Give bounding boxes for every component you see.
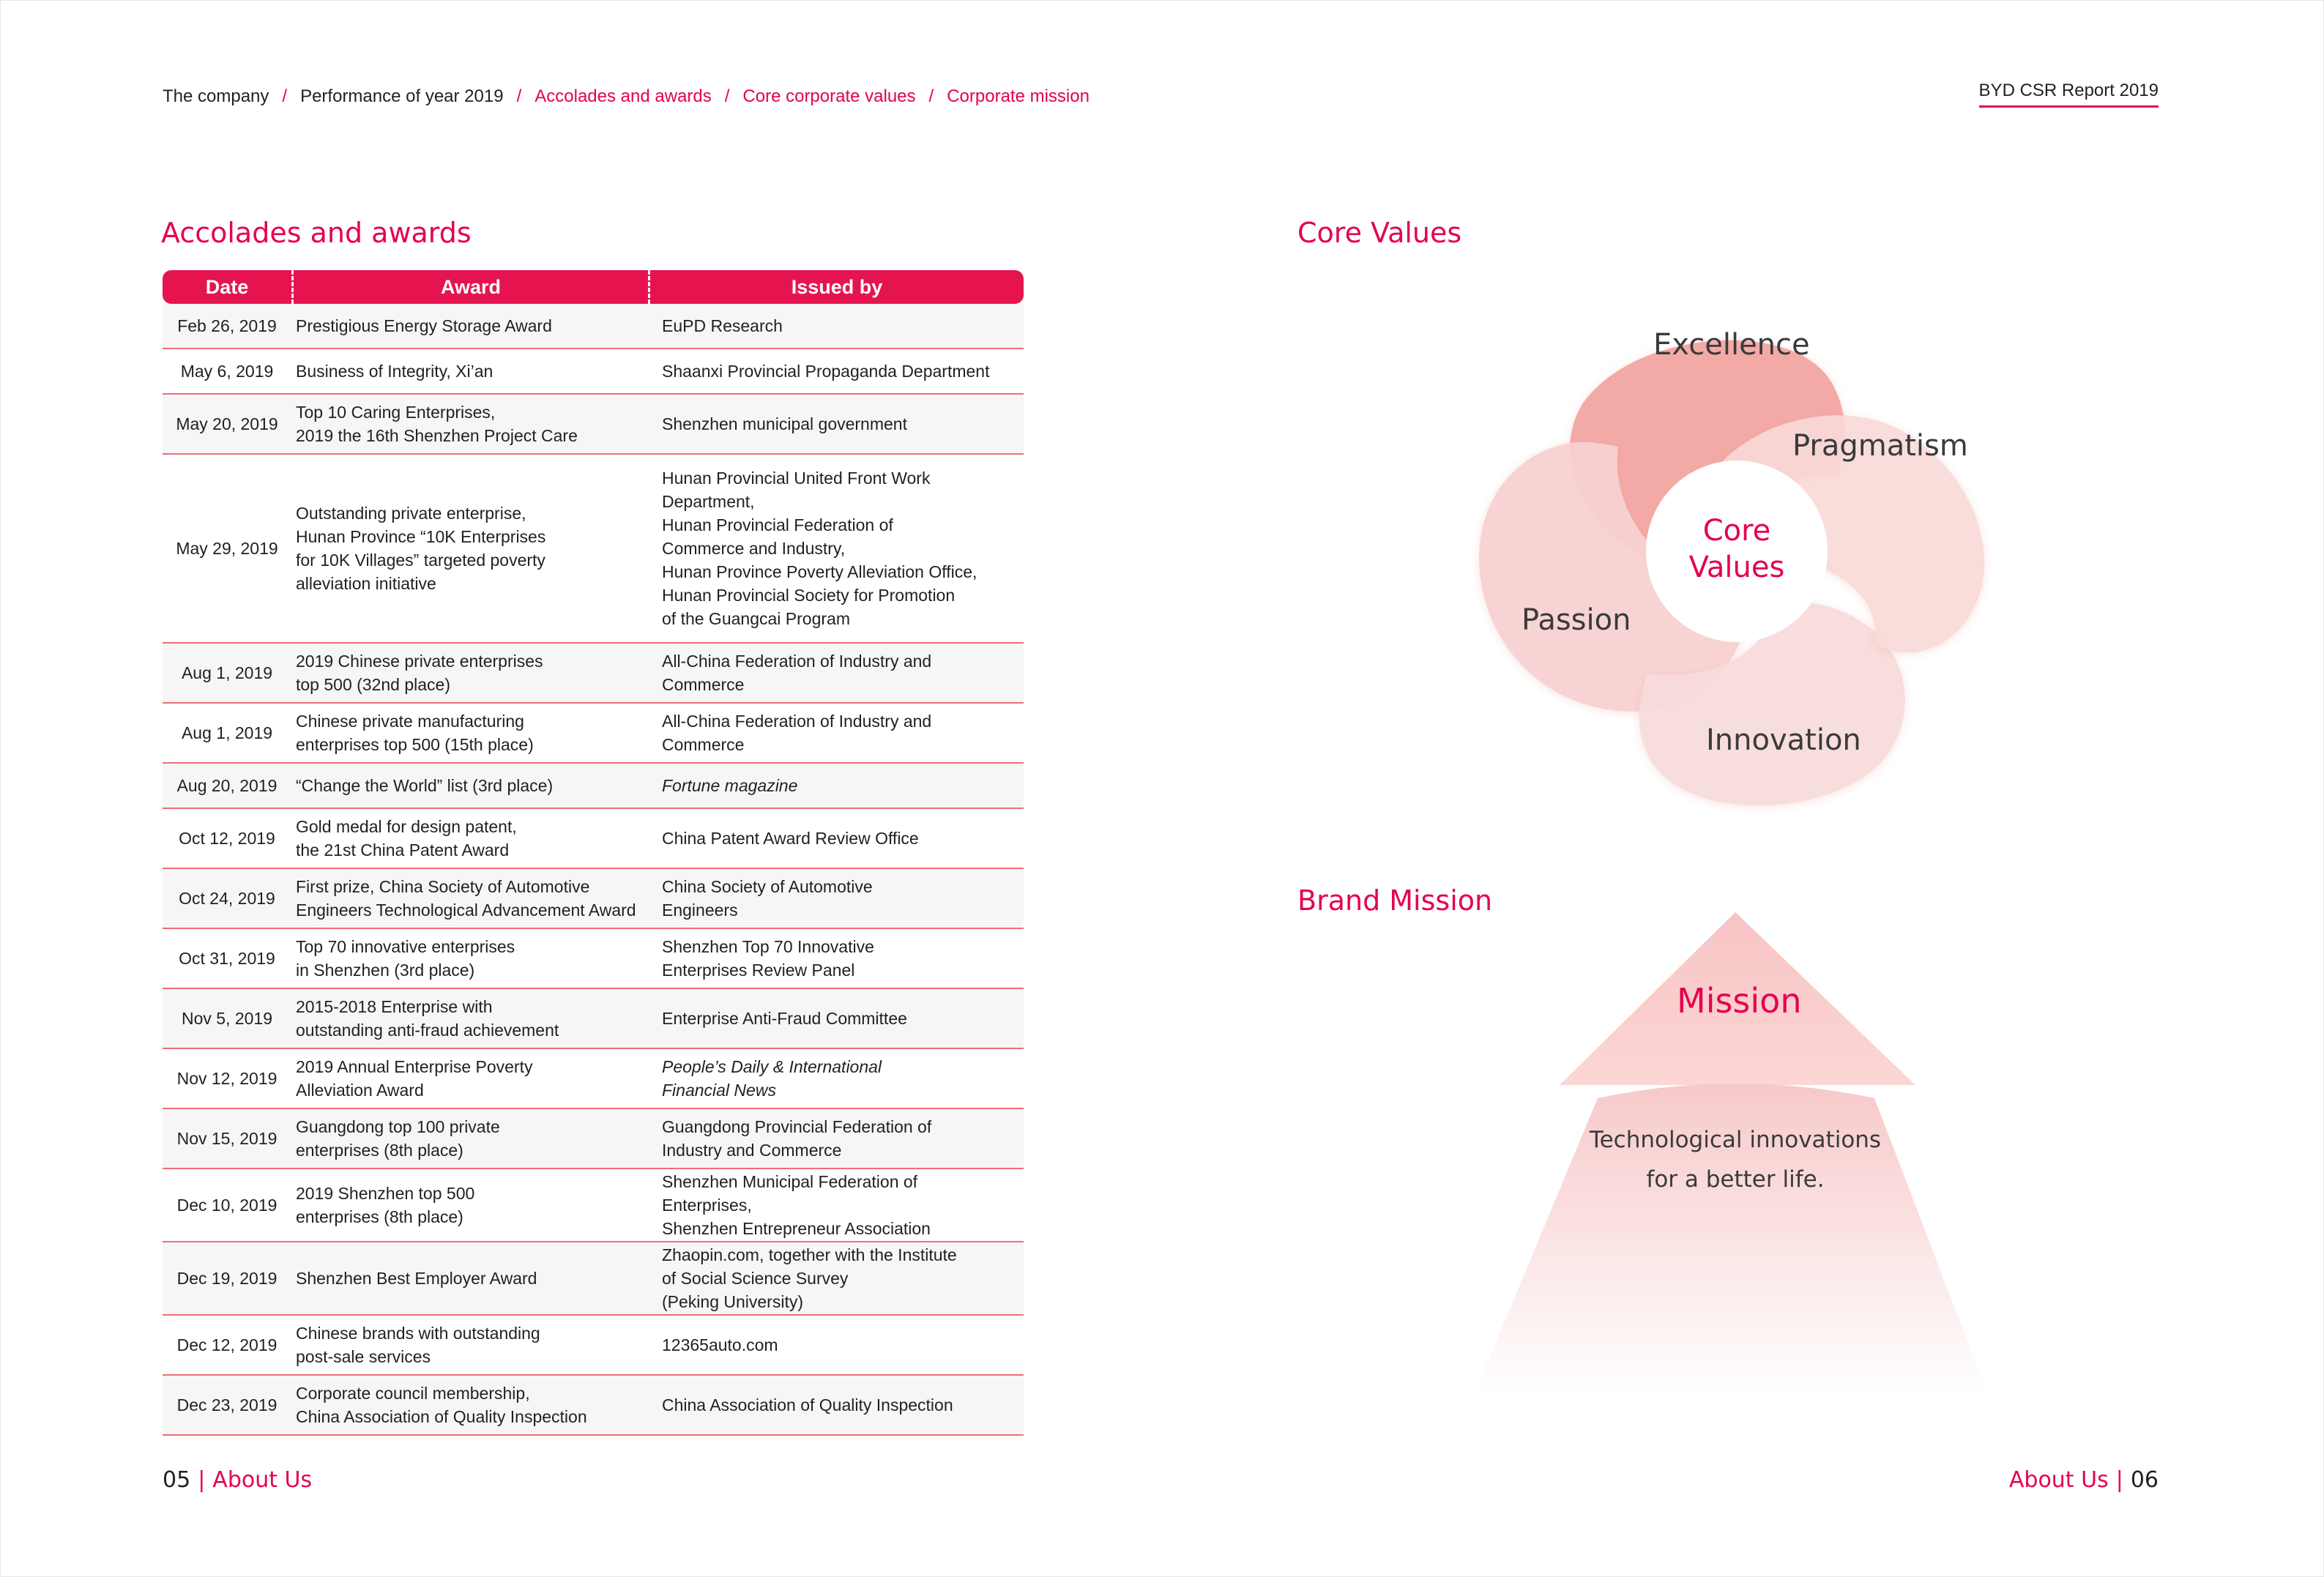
table-row	[163, 349, 1024, 395]
cell-award-text: Shenzhen Best Employer Award	[296, 1269, 537, 1288]
cell-date-text: Oct 24, 2019	[179, 889, 275, 908]
cell-issuer-text: Enterprise Anti-Fraud Committee	[662, 1009, 907, 1028]
cell-date	[163, 455, 291, 642]
cell-award	[291, 764, 662, 808]
cell-issuer	[662, 1376, 1024, 1434]
cell-date-text: Oct 12, 2019	[179, 829, 275, 848]
breadcrumb-separator: /	[928, 86, 934, 106]
cell-date	[163, 1169, 291, 1241]
cell-award-text: Gold medal for design patent, the 21st China Patent Award	[296, 817, 517, 860]
value-excellence: Excellence	[1653, 328, 1810, 362]
cell-issuer-text: Fortune magazine	[662, 776, 798, 795]
cell-date-text: Nov 5, 2019	[181, 1009, 273, 1028]
core-values-title: Core Values	[1297, 217, 1462, 249]
cell-issuer-text: Shenzhen Top 70 Innovative Enterprises Review Panel	[662, 937, 874, 980]
table-row	[163, 395, 1024, 455]
table-row	[163, 764, 1024, 809]
cell-award	[291, 455, 662, 642]
cell-date-text: Nov 12, 2019	[176, 1069, 278, 1088]
cell-date	[163, 644, 291, 702]
cell-date	[163, 304, 291, 348]
cell-date	[163, 1376, 291, 1434]
cell-issuer	[662, 304, 1024, 348]
header-issued-by: Issued by	[791, 275, 883, 298]
breadcrumb-separator: /	[724, 86, 730, 106]
cell-issuer-text: Hunan Provincial United Front Work Department, Hunan Provincial Federation of Commerce and Industry, Hunan Province Poverty Alleviation Office, Hunan Provincial Society for Promotion of the Guangcai Program	[662, 469, 977, 628]
cell-award-text: Outstanding private enterprise, Hunan Province “10K Enterprises for 10K Villages” targeted poverty alleviation initiative	[296, 504, 546, 593]
footer-divider: |	[2115, 1467, 2123, 1493]
table-body	[163, 304, 1024, 1436]
page-number: 05	[163, 1467, 191, 1493]
cell-award-text: Business of Integrity, Xi’an	[296, 362, 494, 381]
breadcrumb-item-core-values[interactable]: Core corporate values	[742, 86, 916, 106]
cell-date	[163, 1242, 291, 1314]
cell-award	[291, 304, 662, 348]
table-row	[163, 304, 1024, 349]
cell-award-text: “Change the World” list (3rd place)	[296, 776, 554, 795]
cell-award	[291, 349, 662, 393]
mission-line-2: for a better life.	[1646, 1166, 1825, 1193]
page-number: 06	[2130, 1467, 2159, 1493]
cell-date	[163, 1316, 291, 1374]
table-row	[163, 1109, 1024, 1169]
table-row	[163, 1169, 1024, 1242]
table-row	[163, 1049, 1024, 1109]
header-award: Award	[294, 270, 650, 304]
cell-award-text: Chinese brands with outstanding post-sale services	[296, 1324, 540, 1366]
cell-award	[291, 869, 662, 928]
cell-date-text: Dec 23, 2019	[176, 1395, 278, 1414]
cell-issuer-text: Guangdong Provincial Federation of Industry and Commerce	[662, 1117, 932, 1160]
value-innovation: Innovation	[1706, 723, 1861, 757]
cell-date	[163, 989, 291, 1048]
cell-date-text: Feb 26, 2019	[177, 316, 277, 335]
cell-date	[163, 704, 291, 762]
cell-issuer-text: All-China Federation of Industry and Commerce	[662, 712, 932, 754]
cell-award	[291, 809, 662, 868]
cell-date	[163, 1109, 291, 1168]
breadcrumb-item-company[interactable]: The company	[163, 86, 269, 106]
cell-issuer	[662, 349, 1024, 393]
cell-date	[163, 869, 291, 928]
cell-date-text: Nov 15, 2019	[176, 1129, 278, 1148]
cell-award-text: Top 10 Caring Enterprises, 2019 the 16th Shenzhen Project Care	[296, 403, 578, 445]
header-date: Date	[163, 270, 294, 304]
cell-date-text: Dec 10, 2019	[176, 1196, 278, 1215]
cell-issuer-text: Shenzhen municipal government	[662, 414, 907, 433]
cell-date-text: Oct 31, 2019	[179, 949, 275, 968]
awards-table	[163, 270, 1024, 1436]
cell-issuer	[662, 1109, 1024, 1168]
cell-award-text: First prize, China Society of Automotive Engineers Technological Advancement Award	[296, 877, 636, 920]
cell-award	[291, 644, 662, 702]
cell-date	[163, 764, 291, 808]
cell-date	[163, 809, 291, 868]
cell-issuer-text: Shenzhen Municipal Federation of Enterprises, Shenzhen Entrepreneur Association	[662, 1172, 931, 1238]
cell-issuer	[662, 644, 1024, 702]
cell-issuer	[662, 1242, 1024, 1314]
cell-award	[291, 1376, 662, 1434]
table-row	[163, 989, 1024, 1049]
cell-issuer-text: Shaanxi Provincial Propaganda Department	[662, 362, 990, 381]
cell-award	[291, 989, 662, 1048]
cell-date	[163, 395, 291, 453]
breadcrumb-separator: /	[516, 86, 522, 106]
breadcrumb-item-accolades[interactable]: Accolades and awards	[535, 86, 712, 106]
cell-award	[291, 704, 662, 762]
cell-date-text: Aug 20, 2019	[176, 776, 278, 795]
cell-issuer	[662, 1169, 1024, 1241]
report-title: BYD CSR Report 2019	[1979, 81, 2159, 108]
cell-issuer	[662, 395, 1024, 453]
cell-award	[291, 1049, 662, 1108]
cell-date	[163, 929, 291, 988]
core-center-line-2: Values	[1688, 551, 1785, 584]
cell-award	[291, 1316, 662, 1374]
breadcrumb	[163, 86, 1090, 107]
cell-issuer	[662, 704, 1024, 762]
core-center-line-1: Core	[1702, 514, 1771, 548]
cell-issuer-text: China Society of Automotive Engineers	[662, 877, 873, 920]
table-row	[163, 1316, 1024, 1376]
mission-heading: Mission	[1677, 981, 1802, 1021]
cell-issuer	[662, 869, 1024, 928]
cell-issuer	[662, 1316, 1024, 1374]
cell-award-text: 2019 Shenzhen top 500 enterprises (8th place)	[296, 1184, 475, 1226]
table-row	[163, 1242, 1024, 1316]
cell-award-text: Corporate council membership, China Association of Quality Inspection	[296, 1384, 587, 1426]
value-passion: Passion	[1522, 603, 1631, 637]
cell-issuer	[662, 764, 1024, 808]
cell-award-text: 2019 Annual Enterprise Poverty Alleviation Award	[296, 1057, 533, 1100]
table-row	[163, 869, 1024, 929]
cell-issuer-text: China Association of Quality Inspection	[662, 1395, 953, 1414]
cell-date	[163, 349, 291, 393]
mission-line-1: Technological innovations	[1589, 1127, 1882, 1153]
cell-award	[291, 1242, 662, 1314]
breadcrumb-item-performance[interactable]: Performance of year 2019	[300, 86, 504, 106]
cell-award	[291, 1169, 662, 1241]
cell-date-text: Dec 12, 2019	[176, 1335, 278, 1354]
cell-issuer-text: People’s Daily & International Financial News	[662, 1057, 882, 1100]
table-row	[163, 809, 1024, 869]
cell-award-text: Chinese private manufacturing enterprises top 500 (15th place)	[296, 712, 534, 754]
table-row	[163, 644, 1024, 704]
cell-issuer	[662, 929, 1024, 988]
cell-issuer-text: China Patent Award Review Office	[662, 829, 919, 848]
cell-date	[163, 1049, 291, 1108]
cell-date-text: Aug 1, 2019	[181, 663, 273, 682]
footer-label: About Us	[2008, 1467, 2109, 1493]
footer-left	[163, 1467, 312, 1493]
cell-award-text: 2015-2018 Enterprise with outstanding anti-fraud achievement	[296, 997, 559, 1040]
footer-right	[2009, 1467, 2159, 1493]
cell-issuer	[662, 989, 1024, 1048]
mission-statement	[1516, 1120, 1955, 1199]
table-row	[163, 1376, 1024, 1436]
cell-issuer	[662, 1049, 1024, 1108]
core-center-label	[1664, 512, 1810, 586]
cell-issuer-text: 12365auto.com	[662, 1335, 778, 1354]
core-values-diagram	[1464, 322, 2021, 820]
cell-award	[291, 929, 662, 988]
cell-date-text: May 20, 2019	[176, 414, 278, 433]
cell-award	[291, 1109, 662, 1168]
footer-divider: |	[198, 1467, 206, 1493]
cell-issuer	[662, 809, 1024, 868]
table-row	[163, 455, 1024, 644]
cell-award-text: 2019 Chinese private enterprises top 500 (32nd place)	[296, 652, 543, 694]
cell-award-text: Top 70 innovative enterprises in Shenzhen (3rd place)	[296, 937, 515, 980]
table-row	[163, 929, 1024, 989]
cell-issuer-text: EuPD Research	[662, 316, 783, 335]
cell-date-text: Dec 19, 2019	[176, 1269, 278, 1288]
cell-award	[291, 395, 662, 453]
cell-issuer-text: Zhaopin.com, together with the Institute of Social Science Survey (Peking University)	[662, 1245, 957, 1311]
footer-label: About Us	[212, 1467, 313, 1493]
cell-date-text: May 29, 2019	[176, 539, 278, 558]
brand-mission-title: Brand Mission	[1297, 884, 1493, 917]
breadcrumb-item-mission[interactable]: Corporate mission	[947, 86, 1090, 106]
value-pragmatism: Pragmatism	[1792, 429, 1968, 463]
table-row	[163, 704, 1024, 764]
cell-issuer	[662, 455, 1024, 642]
breadcrumb-separator: /	[282, 86, 288, 106]
accolades-title: Accolades and awards	[161, 217, 472, 249]
cell-award-text: Prestigious Energy Storage Award	[296, 316, 552, 335]
cell-award-text: Guangdong top 100 private enterprises (8th place)	[296, 1117, 500, 1160]
cell-issuer-text: All-China Federation of Industry and Commerce	[662, 652, 932, 694]
table-header	[163, 270, 1024, 304]
cell-date-text: Aug 1, 2019	[181, 723, 273, 742]
cell-date-text: May 6, 2019	[180, 362, 274, 381]
